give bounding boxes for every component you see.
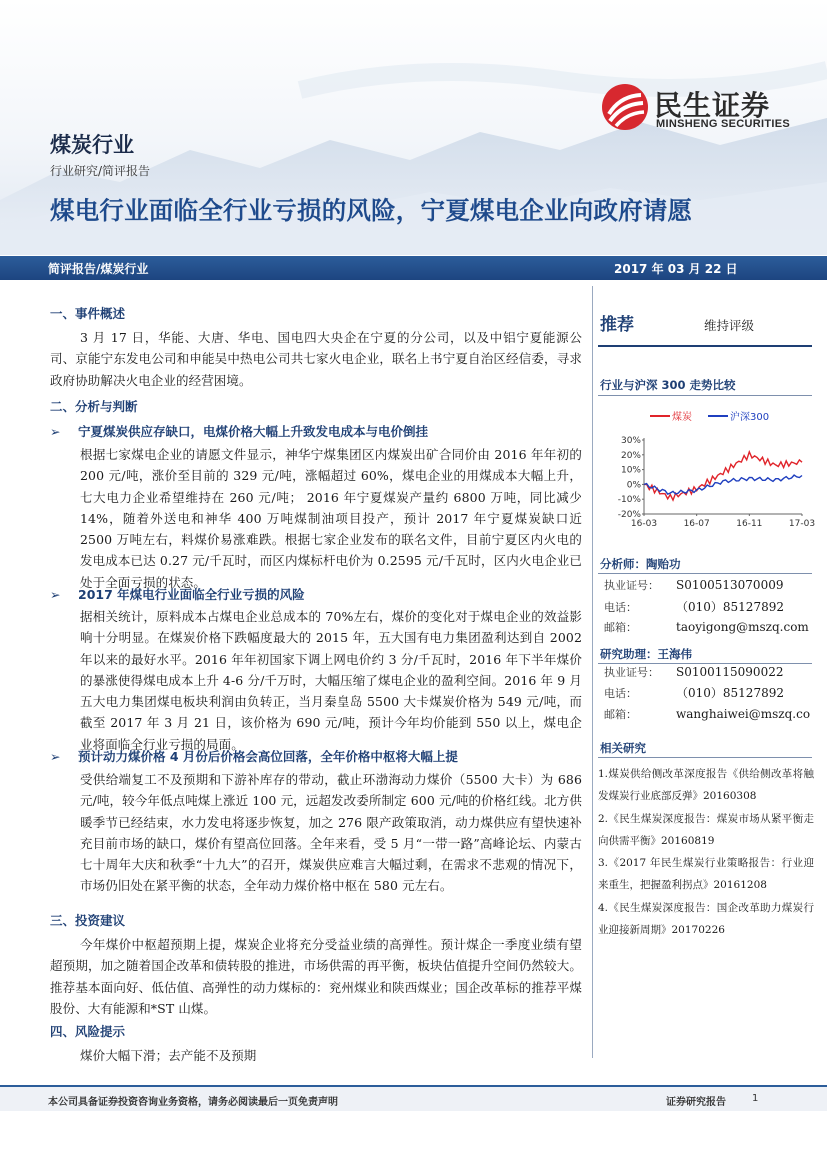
bullet-2-heading: 2017 年煤电行业面临全行业亏损的风险 bbox=[78, 587, 305, 602]
arrow-bullet-icon: ➢ bbox=[50, 424, 61, 439]
band-category: 简评报告/煤炭行业 bbox=[48, 262, 149, 276]
x-tick-label: 17-03 bbox=[788, 519, 816, 529]
y-tick-label: 0% bbox=[626, 480, 641, 491]
rating-action: 维持评级 bbox=[704, 318, 755, 333]
analyst-heading: 分析师：陶贻功 bbox=[600, 557, 681, 571]
bullet-3 bbox=[50, 747, 458, 765]
x-tick-label: 16-03 bbox=[630, 519, 658, 529]
analyst-email bbox=[604, 619, 809, 635]
related-item[interactable]: 2.《民生煤炭深度报告：煤炭市场从紧平衡走向供需平衡》20160819 bbox=[598, 813, 814, 847]
minsheng-logo-icon bbox=[600, 82, 650, 132]
bullet-1 bbox=[50, 422, 428, 440]
email-value[interactable]: taoyigong@mszq.com bbox=[676, 620, 809, 634]
bullet-3-heading: 预计动力煤价格 4 月份后价格会高位回落，全年价格中枢将大幅上提 bbox=[78, 749, 458, 764]
assistant-heading: 研究助理：王海伟 bbox=[600, 647, 692, 661]
email-label: 邮箱： bbox=[604, 708, 637, 721]
bullet-1-heading: 宁夏煤炭供应存缺口，电煤价格大幅上升致发电成本与电价倒挂 bbox=[78, 424, 429, 439]
email-value[interactable]: wanghaiwei@mszq.co bbox=[676, 707, 811, 721]
arrow-bullet-icon: ➢ bbox=[50, 749, 61, 764]
report-date: 2017 年 03 月 22 日 bbox=[614, 262, 738, 276]
section-invest-text: 今年煤价中枢超预期上提，煤炭企业将充分受益业绩的高弹性。预计煤企一季度业绩有望超预期，加之随着国企改革和债转股的推进，市场供需的再平衡，板块估值提升空间仍然较大。推荐基本面向好、低估值、高弹性的动力煤标的：兖州煤业和陕西煤业；国企改革标的推荐平煤股份、大有能源和*ST 山煤。 bbox=[50, 937, 582, 1016]
bullet-1-text: 根据七家煤电企业的请愿文件显示，神华宁煤集团区内煤炭出矿合同价由 2016 年年初的 200 元/吨，涨价至目前的 329 元/吨，涨幅超过 60%，煤电企业的用煤成本大幅上升，七大电力企业希望维持在 260 元/吨； 2016 年宁夏煤炭产量约 6800 万吨，同比减少 14%，随着外送电和神华 400 万吨煤制油项目投产，预计 2017 年宁夏煤炭缺口近 2500 万吨左右，料煤价易涨难跌。根据七家企业发布的联名文件，目前宁夏区内火电的发电成本已达 0.27 元/千瓦时，而区内煤标杆电价为 0.2595 元/千瓦时，区内火电企业已处于全面亏损的状态。 bbox=[80, 447, 582, 590]
phone-label: 电话： bbox=[604, 601, 637, 614]
x-tick-label: 16-07 bbox=[683, 519, 710, 529]
footer-disclaimer: 本公司具备证券投资咨询业务资格，请务必阅读最后一页免责声明 bbox=[48, 1097, 338, 1108]
divider bbox=[598, 345, 812, 347]
section-event-text: 3 月 17 日，华能、大唐、华电、国电四大央企在宁夏的分公司，以及中铝宁夏能源公司、京能宁东发电公司和申能吴中热电公司共七家火电企业，联名上书宁夏自治区经信委，寻求政府协助解决火电企业的经营困境。 bbox=[50, 330, 582, 388]
related-item[interactable]: 4.《民生煤炭深度报告：国企改革助力煤炭行业迎接新周期》20170226 bbox=[598, 902, 814, 936]
section-analysis-title: 二、分析与判断 bbox=[50, 399, 138, 414]
rating: 推荐 bbox=[600, 315, 634, 335]
assistant-phone bbox=[604, 684, 784, 701]
related-research-heading: 相关研究 bbox=[600, 741, 646, 755]
license-label: 执业证号： bbox=[604, 579, 659, 592]
y-tick-label: -20% bbox=[617, 510, 641, 520]
logo-chinese-name: 民生证券 bbox=[654, 89, 771, 122]
divider bbox=[598, 573, 812, 574]
license-label: 执业证号： bbox=[604, 666, 659, 679]
divider bbox=[598, 757, 812, 758]
report-type: 行业研究/简评报告 bbox=[50, 164, 151, 178]
brand-logo bbox=[600, 82, 800, 138]
section-risk-title: 四、风险提示 bbox=[50, 1024, 126, 1039]
x-tick-label: 16-11 bbox=[736, 519, 763, 529]
bullet-2 bbox=[50, 585, 305, 603]
phone-label: 电话： bbox=[604, 687, 637, 700]
series-line-coal bbox=[644, 452, 802, 500]
page-title: 煤电行业面临全行业亏损的风险，宁夏煤电企业向政府请愿 bbox=[50, 196, 693, 225]
chart-plot bbox=[644, 452, 802, 500]
y-tick-label: 10% bbox=[620, 465, 641, 476]
section-invest-title: 三、投资建议 bbox=[50, 913, 126, 928]
footer-label: 证券研究报告 bbox=[666, 1097, 726, 1108]
column-divider bbox=[592, 286, 593, 1058]
divider bbox=[598, 395, 812, 396]
bullet-3-text: 受供给端复工不及预期和下游补库存的带动，截止环渤海动力煤价（5500 大卡）为 686 元/吨，较今年低点吨煤上涨近 100 元，远超发改委所制定 600 元/吨的价格红线。北方供暖季节已经结束，水力发电将逐步恢复，加之 276 限产政策取消，动力煤供应有望快速补充目前市场的缺口，煤价有望高位回落。全年来看，受 5 月“一带一路”高峰论坛、内蒙古七十周年大庆和秋季“十九大”的召开，煤炭供应难言大幅过剩，在需求不悲观的情况下，市场仍旧处在紧平衡的状态，全年动力煤价格中枢在 580 元左右。 bbox=[80, 772, 582, 894]
section-risk-text: 煤价大幅下滑；去产能不及预期 bbox=[80, 1048, 257, 1063]
arrow-bullet-icon: ➢ bbox=[50, 587, 61, 602]
license-value: S0100115090022 bbox=[676, 665, 784, 679]
phone-value: （010）85127892 bbox=[676, 600, 784, 614]
related-item[interactable]: 1.煤炭供给侧改革深度报告《供给侧改革将触发煤炭行业底部反弹》20160308 bbox=[598, 768, 814, 802]
phone-value: （010）85127892 bbox=[676, 686, 784, 700]
analyst-license bbox=[604, 577, 783, 593]
assistant-email bbox=[604, 706, 810, 722]
page-number: 1 bbox=[752, 1093, 759, 1104]
chart-title: 行业与沪深 300 走势比较 bbox=[600, 378, 736, 392]
section-event-title: 一、事件概述 bbox=[50, 306, 126, 321]
report-band bbox=[0, 256, 827, 280]
y-tick-label: -10% bbox=[617, 495, 641, 506]
trend-chart bbox=[604, 406, 816, 534]
legend-coal-label: 煤炭 bbox=[672, 412, 692, 423]
legend-hs300-label: 沪深300 bbox=[730, 412, 770, 423]
license-value: S0100513070009 bbox=[676, 578, 784, 592]
y-tick-label: 20% bbox=[620, 450, 641, 461]
logo-english-name: MINSHENG SECURITIES bbox=[656, 118, 791, 130]
y-tick-label: 30% bbox=[620, 436, 641, 446]
chart-legend bbox=[650, 410, 769, 423]
bullet-2-text: 据相关统计，原料成本占煤电企业总成本的 70%左右，煤价的变化对于煤电企业的效益影响十分明显。在煤炭价格下跌幅度最大的 2015 年，五大国有电力集团盈利达到自 2002 年以来的最好水平。2016 年年初国家下调上网电价约 3 分/千瓦时，2016 年下半年煤价的暴涨使得煤电成本上升 4-6 分/千万时，大幅压缩了煤电企业的盈利空间。2016 年 9 月五大电力集团煤电板块利润由负转正，当月秦皇岛 5500 大卡煤炭价格为 549 元/吨，而截至 2017 年 3 月 21 日，该价格为 690 元/吨，预计今年均价能到 550 以上，煤电企业将面临全行业亏损的局面。 bbox=[80, 609, 582, 752]
series-line-hs300 bbox=[644, 475, 802, 494]
related-item[interactable]: 3.《2017 年民生煤炭行业策略报告：行业迎来重生，把握盈利拐点》20161208 bbox=[598, 857, 814, 891]
email-label: 邮箱： bbox=[604, 621, 637, 634]
analyst-phone bbox=[604, 598, 784, 615]
industry-name: 煤炭行业 bbox=[50, 133, 134, 157]
assistant-license bbox=[604, 664, 783, 680]
